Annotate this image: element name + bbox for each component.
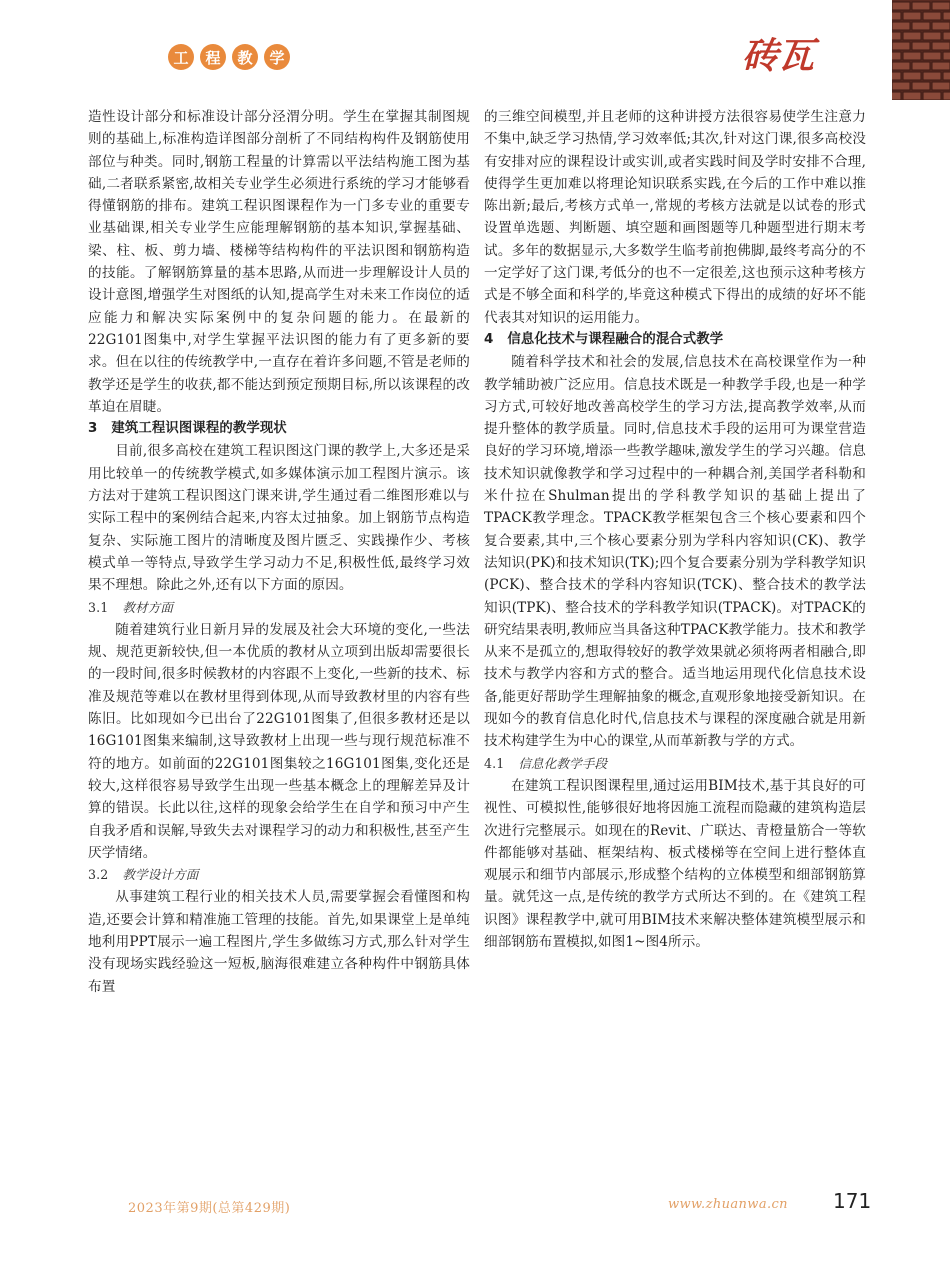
subsection-number: 4.1 bbox=[484, 755, 505, 771]
right-column bbox=[484, 106, 866, 953]
subsection-number: 3.2 bbox=[88, 867, 109, 883]
left-column bbox=[88, 106, 470, 998]
website-url[interactable]: www.zhuanwa.cn bbox=[668, 1197, 788, 1212]
section-title: 信息化技术与课程融合的混合式教学 bbox=[507, 331, 724, 347]
subsection-title: 教学设计方面 bbox=[122, 867, 199, 883]
body-paragraph: 随着科学技术和社会的发展,信息技术在高校课堂作为一种教学辅助被广泛应用。信息技术既是一种教学手段,也是一种学习方式,可较好地改善高校学生的学习方法,提高教学效率,从而提升整体的教学质量。同时,信息技术手段的运用可为课堂营造良好的学习环境,增添一些教学趣味,激发学生的学习兴趣。信息技术知识就像教学和学习过程中的一种耦合剂,美国学者科勒和米什拉在Shulman提出的学科教学知识的基础上提出了TPACK教学理念。TPACK教学框架包含三个核心要素和四个复合要素,其中,三个核心要素分别为学科内容知识(CK)、教学法知识(PK)和技术知识(TK);四个复合要素分别为学科教学知识(PCK)、整合技术的学科内容知识(TCK)、整合技术的教学法知识(TPK)、整合技术的学科教学知识(TPACK)。对TPACK的研究结果表明,教师应当具备这种TPACK教学能力。技术和教学从来不是孤立的,想取得较好的教学效果就必须将两者相融合,即技术与教学内容和方式的整合。适当地运用现代化信息技术设备,能更好帮助学生理解抽象的概念,直观形象地接受新知识。在现如今的教育信息化时代,信息技术与课程的深度融合就是用新技术构建学生为中心的课堂,从而革新教与学的方式。 bbox=[484, 354, 866, 750]
issue-info: 2023年第9期(总第429期) bbox=[128, 1201, 291, 1216]
section-number: 4 bbox=[484, 331, 494, 347]
section-heading bbox=[88, 418, 470, 440]
section-heading bbox=[484, 329, 866, 351]
subsection-heading bbox=[88, 864, 470, 886]
body-paragraph: 的三维空间模型,并且老师的这种讲授方法很容易使学生注意力不集中,缺乏学习热情,学习效率低;其次,针对这门课,很多高校没有安排对应的课程设计或实训,或者实践时间及学时安排不合理,使得学生更加难以将理论知识联系实践,在今后的工作中难以推陈出新;最后,考核方式单一,常规的考核方法就是以试卷的形式设置单选题、判断题、填空题和画图题等几种题型进行期末考试。多年的数据显示,大多数学生临考前抱佛脚,最终考高分的不一定学好了这门课,考低分的也不一定很差,这也预示这种考核方式是不够全面和科学的,毕竟这种模式下得出的成绩的好坏不能代表其对知识的运用能力。 bbox=[484, 109, 866, 326]
brick-wall-decoration bbox=[892, 0, 950, 100]
subsection-heading bbox=[484, 753, 866, 775]
subsection-heading bbox=[88, 597, 470, 619]
body-paragraph: 随着建筑行业日新月异的发展及社会大环境的变化,一些法规、规范更新较快,但一本优质的教材从立项到出版却需要很长的一段时间,很多时候教材的内容跟不上变化,一些新的技术、标准及规范等难以在教材里得到体现,从而导致教材里的内容有些陈旧。比如现如今已出台了22G101图集了,但很多教材还是以16G101图集来编制,这导致教材上出现一些与现行规范标准不符的地方。如前面的22G101图集较之16G101图集,变化还是较大,这样很容易导致学生出现一些基本概念上的理解差异及计算的错误。长此以往,这样的现象会给学生在自学和预习中产生自我矛盾和误解,导致失去对课程学习的动力和积极性,甚至产生厌学情绪。 bbox=[88, 621, 470, 861]
brand-logo bbox=[740, 30, 840, 80]
section-tag-char: 程 bbox=[200, 44, 226, 70]
section-number: 3 bbox=[88, 421, 98, 437]
body-paragraph: 从事建筑工程行业的相关技术人员,需要掌握会看懂图和构造,还要会计算和精准施工管理的技能。首先,如果课堂上是单纯地利用PPT展示一遍工程图片,学生多做练习方式,那么针对学生没有现场实践经验这一短板,脑海很难建立各种构件中钢筋具体布置 bbox=[88, 889, 470, 995]
section-tag-char: 工 bbox=[168, 44, 194, 70]
subsection-number: 3.1 bbox=[88, 599, 109, 615]
page-number: 171 bbox=[833, 1189, 872, 1213]
body-paragraph: 造性设计部分和标准设计部分泾渭分明。学生在掌握其制图规则的基础上,标准构造详图部分剖析了不同结构构件及钢筋使用部位与种类。同时,钢筋工程量的计算需以平法结构施工图为基础,二者联系紧密,故相关专业学生必须进行系统的学习才能够看得懂钢筋的排布。建筑工程识图课程作为一门多专业的重要专业基础课,相关专业学生应能理解钢筋的基本知识,掌握基础、梁、柱、板、剪力墙、楼梯等结构构件的平法识图和钢筋构造的技能。了解钢筋算量的基本思路,从而进一步理解设计人员的设计意图,增强学生对图纸的认知,提高学生对未来工作岗位的适应能力和解决实际案例中的复杂问题的能力。在最新的22G101图集中,对学生掌握平法识图的能力有了更多新的要求。但在以往的传统教学中,一直存在着许多问题,不管是老师的教学还是学生的收获,都不能达到预定预期目标,所以该课程的改革迫在眉睫。 bbox=[88, 109, 470, 415]
section-tag-group bbox=[168, 44, 290, 70]
body-paragraph: 目前,很多高校在建筑工程识图这门课的教学上,大多还是采用比较单一的传统教学模式,如多媒体演示加工程图片演示。该方法对于建筑工程识图这门课来讲,学生通过看二维图形难以与实际工程中的案例结合起来,内容太过抽象。加上钢筋节点构造复杂、实际施工图片的清晰度及图片匮乏、实践操作少、考核模式单一等特点,导致学生学习动力不足,积极性低,最终学习效果不理想。除此之外,还有以下方面的原因。 bbox=[88, 443, 470, 594]
brand-text: 砖瓦 bbox=[742, 35, 815, 77]
body-paragraph: 在建筑工程识图课程里,通过运用BIM技术,基于其良好的可视性、可模拟性,能够很好地将因施工流程而隐藏的建筑构造层次进行完整展示。如现在的Revit、广联达、青橙量筋合一等软件都能够对基础、框架结构、板式楼梯等在空间上进行整体直观展示和细节内部展示,形成整个结构的立体模型和细部钢筋算量。就凭这一点,是传统的教学方式所达不到的。在《建筑工程识图》课程教学中,就可用BIM技术来解决整体建筑模型展示和细部钢筋布置模拟,如图1~图4所示。 bbox=[484, 777, 866, 950]
section-title: 建筑工程识图课程的教学现状 bbox=[111, 421, 287, 437]
subsection-title: 信息化教学手段 bbox=[518, 755, 608, 771]
section-tag-char: 教 bbox=[232, 44, 258, 70]
subsection-title: 教材方面 bbox=[122, 599, 174, 615]
section-tag-char: 学 bbox=[264, 44, 290, 70]
